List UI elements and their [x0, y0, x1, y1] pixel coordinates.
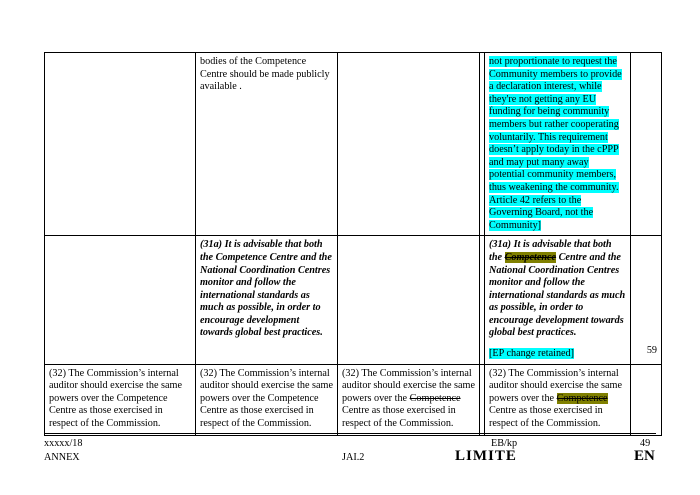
language-code: EN: [634, 448, 655, 464]
cell-ep-text: [338, 236, 480, 364]
doc-reference: xxxxx/18: [44, 438, 83, 449]
cell-row-number: [631, 53, 662, 236]
cell-compromise: (31a) It is advisable that both the Competence Centre and the National Coordination Centres monitor and follow the international standards as much as possible, in order to encourage development towards global best practices. [EP change retained]: [485, 236, 631, 364]
classification-label: LIMITE: [455, 448, 517, 464]
cell-ep-text: (32) The Commission’s internal auditor should exercise the same powers over the Competence Centre as those exercised in respect of the Commission.: [338, 364, 480, 435]
annex-label: ANNEX: [44, 452, 80, 463]
table-row: [45, 53, 662, 236]
ep-change-note: [EP change retained]: [489, 348, 575, 360]
footer-rule: [44, 433, 656, 434]
cell-council-text: bodies of the Competence Centre should be made publicly available .: [196, 53, 338, 236]
author-initials: EB/kp: [491, 438, 518, 449]
cell-ep-text: [338, 53, 480, 236]
struck-word: Competence: [409, 392, 461, 404]
table-row: [45, 364, 662, 435]
cell-commission-proposal: (32) The Commission’s internal auditor should exercise the same powers over the Competence Centre as those exercised in respect of the Commission.: [45, 364, 196, 435]
table-row: [45, 236, 662, 364]
cell-compromise: (32) The Commission’s internal auditor should exercise the same powers over the Competence Centre as those exercised in respect of the Commission.: [485, 364, 631, 435]
highlighted-comment: not proportionate to request the Community members to provide a declaration interest, while they're not getting any EU funding for being community members but rather cooperating voluntarily. This requirement doesn’t apply today in the cPPP and may put many away potential community members, thus weakening the community. Article 42 refers to the Governing Board, not the Community]: [489, 56, 622, 231]
row-number: 59: [646, 345, 657, 357]
cell-council-text: (32) The Commission’s internal auditor should exercise the same powers over the Competence Centre as those exercised in respect of the Commission.: [196, 364, 338, 435]
comparison-table: [44, 52, 662, 436]
cell-commission-proposal: [45, 53, 196, 236]
struck-word: Competence: [504, 251, 557, 263]
unit-label: JAI.2: [342, 452, 365, 463]
cell-council-text: (31a) It is advisable that both the Competence Centre and the National Coordination Centres monitor and follow the international standards as much as possible, in order to encourage development towards global best practices.: [196, 236, 338, 364]
cell-row-number: [631, 236, 662, 364]
page-number: 49: [640, 438, 651, 449]
cell-compromise: [485, 53, 631, 236]
struck-word: Competence: [556, 392, 608, 404]
cell-row-number: [631, 364, 662, 435]
cell-commission-proposal: [45, 236, 196, 364]
